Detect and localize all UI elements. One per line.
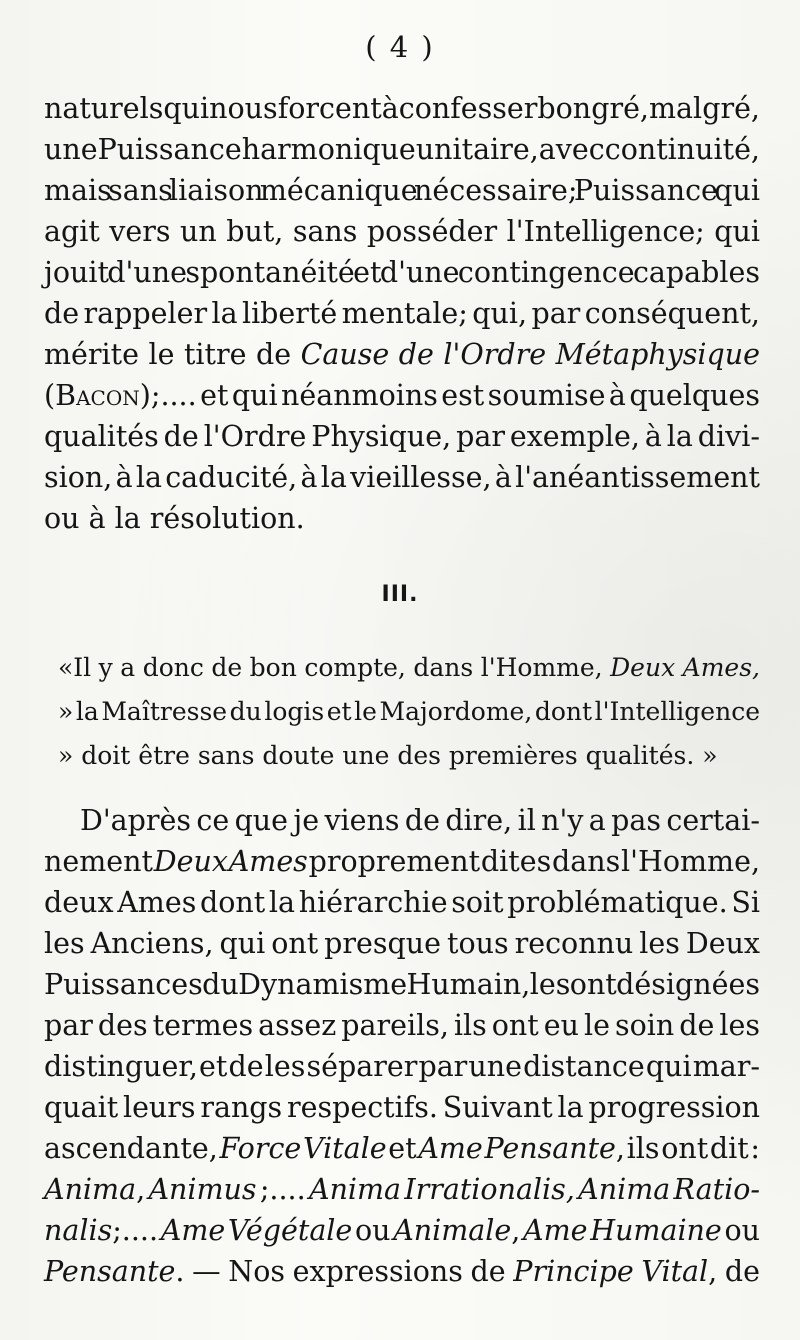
text-run: , — [511, 1214, 524, 1247]
text-run: ascendante, — [44, 1132, 220, 1165]
italic-run: Ame Végétale — [160, 1214, 353, 1247]
text-line: jouit d'une spontanéité et d'une contingence capables — [44, 256, 760, 289]
text-run: «Il y a donc de bon compte, dans l'Homme, — [58, 653, 611, 682]
italic-run: Pensante — [44, 1255, 176, 1288]
text-line: agit vers un but, sans posséder l'Intelligence; qui — [44, 215, 760, 248]
text-run: , ils ont dit : — [615, 1132, 760, 1165]
text-line: qualités de l'Ordre Physique, par exemple, à la divi- — [44, 420, 760, 453]
text-line: les Anciens, qui ont presque tous reconnu les Deux — [44, 927, 760, 960]
text-line: mais sans liaison mécanique nécessaire; Puissance qui — [44, 174, 760, 207]
italic-run: Deux Ames — [153, 845, 308, 878]
quote-block — [58, 646, 760, 778]
section-heading: III. — [381, 582, 419, 607]
italic-run: Anima — [44, 1173, 137, 1206]
italic-run: Cause de l'Ordre Métaphysique — [300, 338, 760, 371]
text-line: quait leurs rangs respectifs. Suivant la progression — [44, 1091, 760, 1124]
italic-run: Anima Irrationalis, Anima Ratio- — [308, 1173, 760, 1206]
text-line — [44, 1251, 760, 1292]
italic-run: Animale — [393, 1214, 512, 1247]
italic-run: Deux Ames, — [610, 653, 761, 682]
text-line: de rappeler la liberté mentale; qui, par conséquent, — [44, 297, 760, 330]
text-line: une Puissance harmonique unitaire, avec continuité, — [44, 133, 760, 166]
paragraph-2 — [44, 800, 760, 1292]
text-run: nement — [44, 845, 154, 878]
text-run: mérite le titre de — [44, 338, 301, 371]
text-line — [44, 334, 760, 375]
text-line: distinguer, et de les séparer par une distance qui mar- — [44, 1050, 760, 1083]
text-line — [44, 1210, 760, 1251]
italic-run: Ame Humaine — [523, 1214, 722, 1247]
italic-run: nalis — [44, 1214, 113, 1247]
text-line — [44, 841, 760, 882]
text-line: D'après ce que je viens de dire, il n'y a pas certai- — [80, 804, 760, 837]
text-line: sion, à la caducité, à la vieillesse, à l'anéantissement — [44, 461, 760, 494]
text-run: proprement dites dans l'Homme, — [307, 845, 760, 878]
quote-line: » la Maîtresse du logis et le Majordome, dont l'Intelligence — [58, 697, 760, 726]
text-run: ;.... — [112, 1214, 161, 1247]
italic-run: Force Vitale — [219, 1132, 387, 1165]
text-run: et — [386, 1132, 419, 1165]
page-number: ( 4 ) — [365, 30, 435, 64]
text-line: deux Ames dont la hiérarchie soit problématique. Si — [44, 886, 760, 919]
italic-run: Animus — [148, 1173, 257, 1206]
paragraph-1 — [44, 88, 760, 539]
text-line: Puissances du Dynamisme Humain, les ont désignées — [44, 968, 760, 1001]
text-run: , de — [708, 1255, 760, 1288]
text-line — [44, 1169, 760, 1210]
text-run: ou — [721, 1214, 760, 1247]
text-run: ou — [352, 1214, 394, 1247]
quote-line: » doit être sans doute une des premières qualités. » — [58, 741, 718, 770]
italic-run: Ame Pensante — [418, 1132, 616, 1165]
text-line — [44, 375, 760, 416]
text-run: ;.... — [256, 1173, 309, 1206]
italic-run: Principe Vital — [513, 1255, 709, 1288]
quote-line — [58, 646, 760, 690]
text-line — [44, 1128, 760, 1169]
text-line: par des termes assez pareils, ils ont eu le soin de les — [44, 1009, 760, 1042]
text-run: . — Nos expressions de — [175, 1255, 514, 1288]
text-run: ( — [44, 379, 56, 412]
text-line: ou à la résolution. — [44, 502, 305, 535]
text-line: naturels qui nous forcent à confesser bon gré, mal gré, — [44, 92, 760, 125]
small-caps-run: Bacon — [55, 379, 140, 412]
text-run: , — [136, 1173, 149, 1206]
text-run: );.... et qui néanmoins est soumise à quelques — [139, 379, 760, 412]
